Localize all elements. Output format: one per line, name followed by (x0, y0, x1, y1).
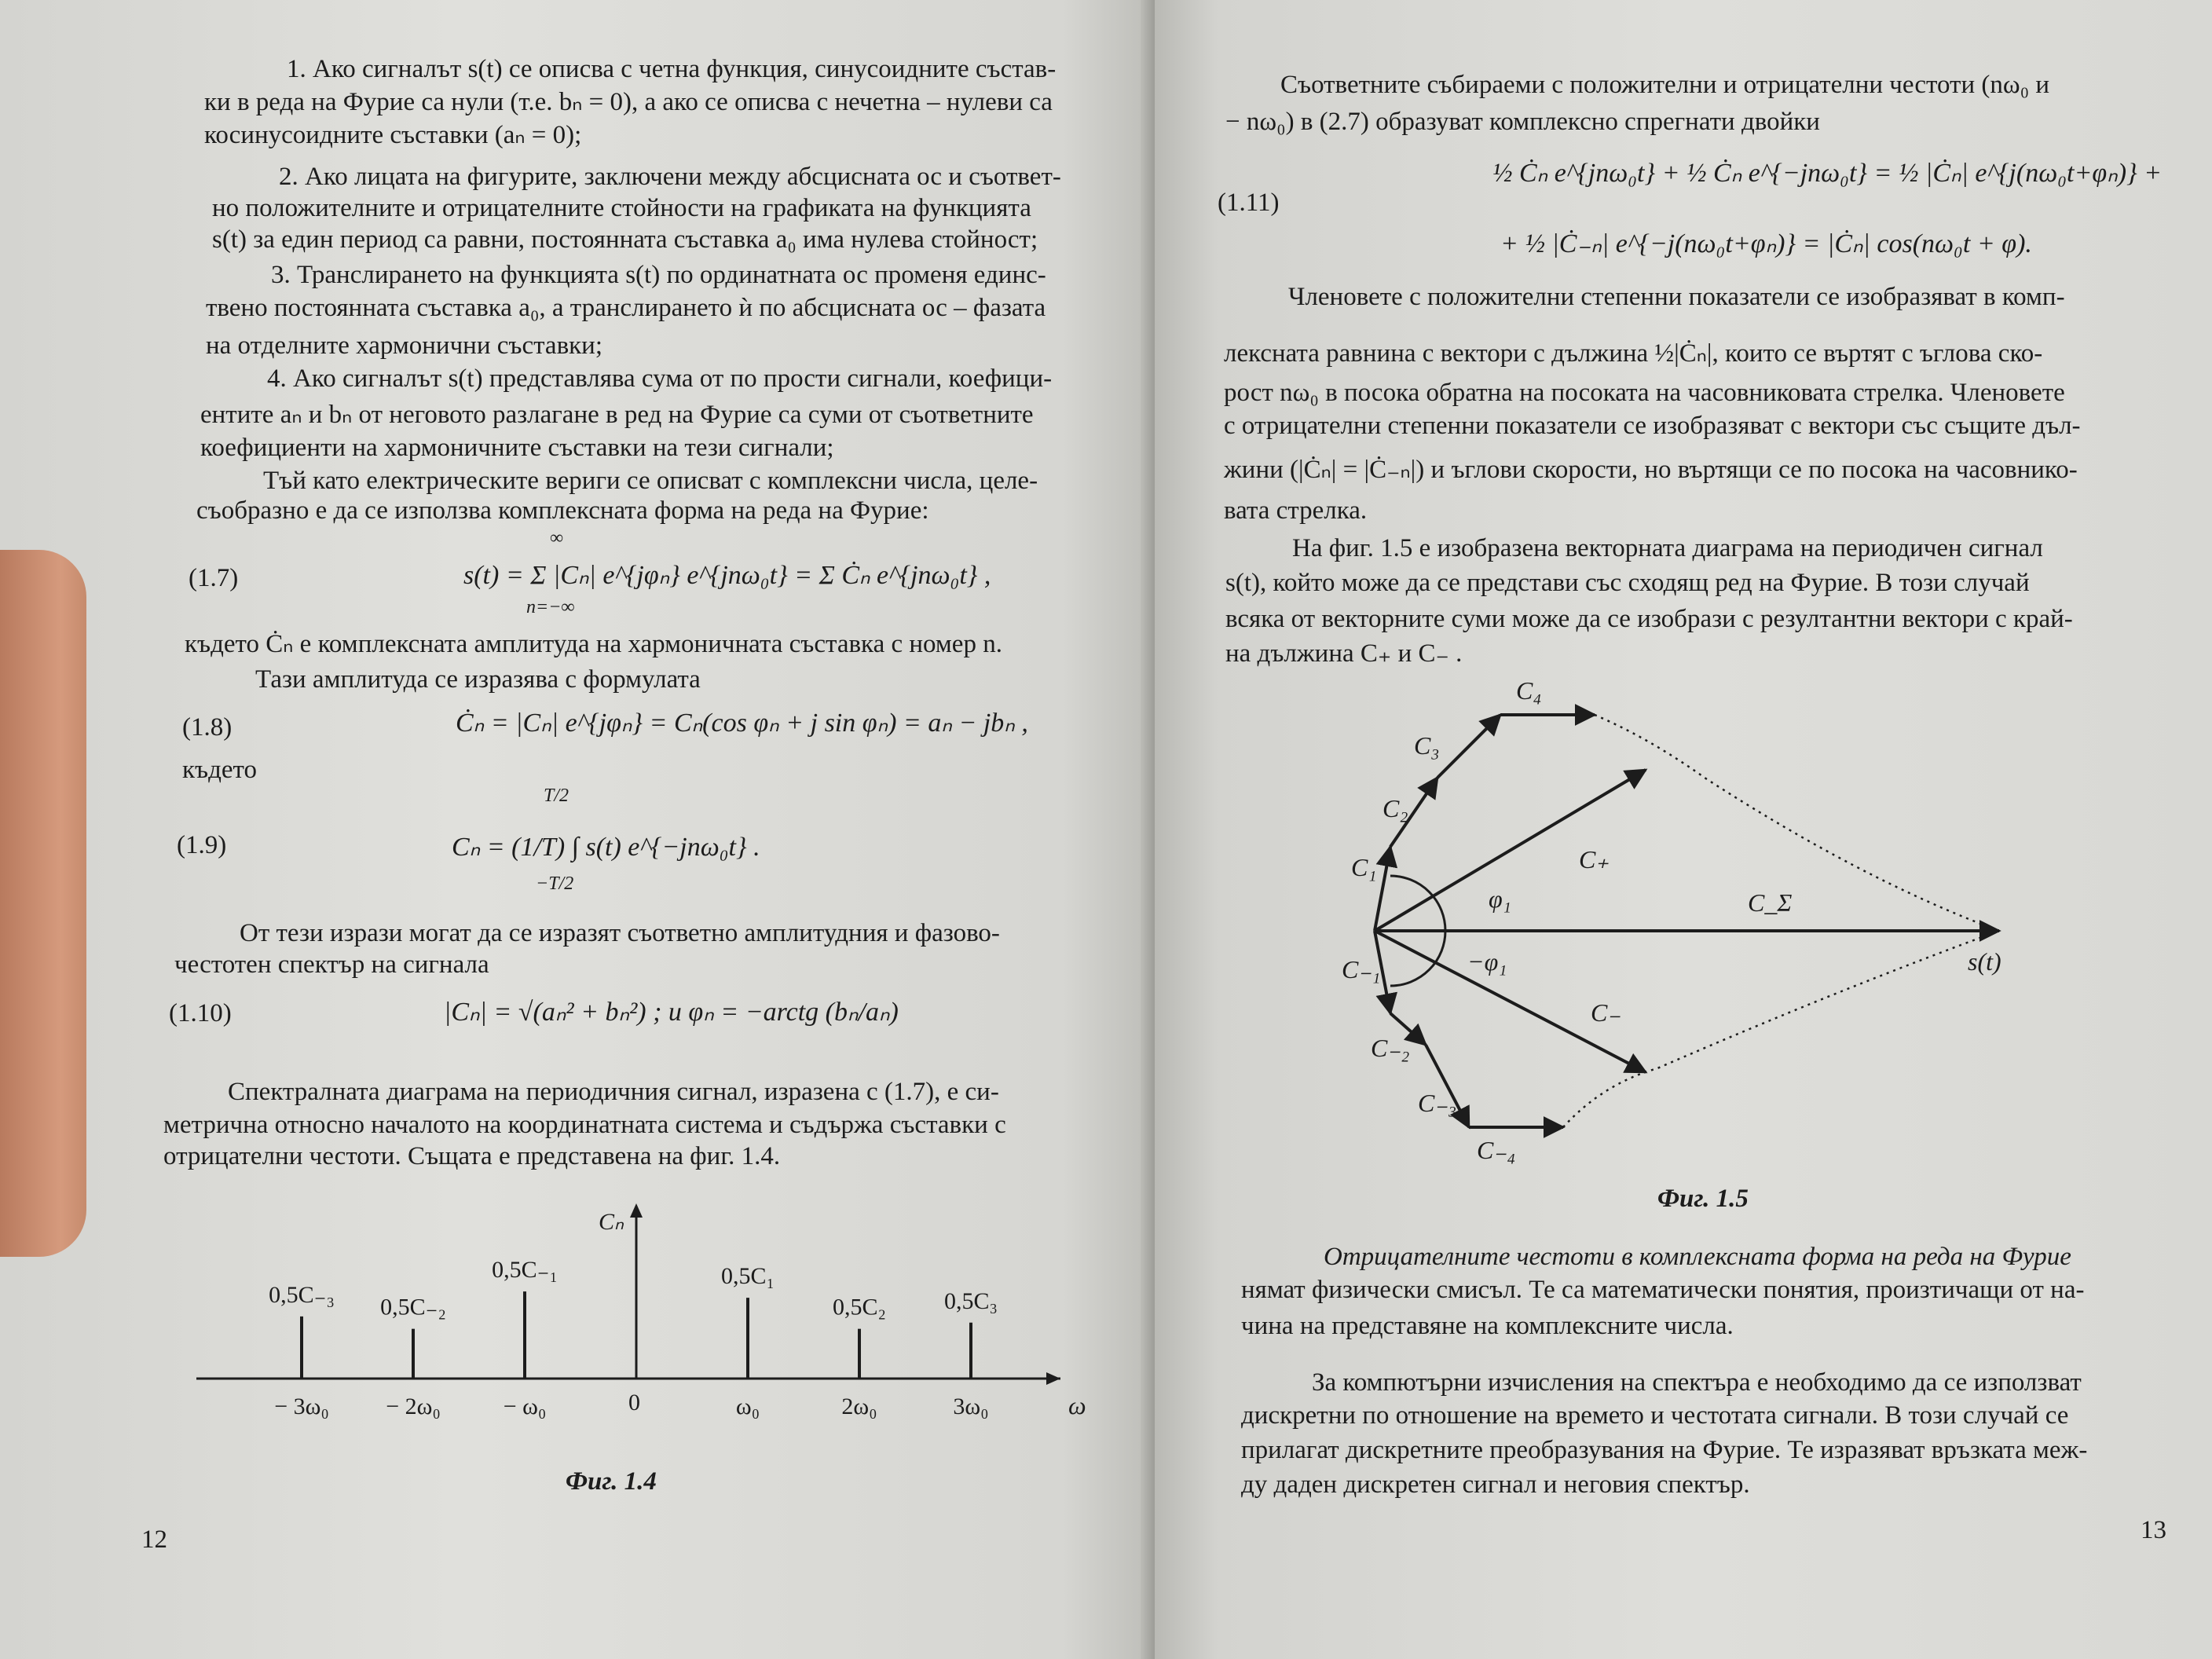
x-tick-label: 3ω₀ (953, 1393, 989, 1419)
text-line: дискретни по отношение на времето и честотата сигнали. В този случай се (1241, 1401, 2069, 1430)
equation-1-7: s(t) = Σ |Cₙ| e^{jφₙ} e^{jnω₀t} = Σ Ċₙ e^{jnω₀t} , (463, 561, 991, 590)
label-c-minus-1: C₋₁ (1342, 955, 1381, 983)
x-axis-arrow (1046, 1372, 1060, 1385)
locus-upper (1595, 715, 1999, 931)
origin-label: 0 (628, 1390, 640, 1415)
figure-1-5-vector-diagram (1342, 676, 2137, 1164)
bar-data-label: 0,5C₁ (721, 1263, 775, 1290)
equation-1-9: Cₙ = (1/T) ∫ s(t) e^{−jnω₀t} . (452, 833, 760, 862)
label-c1: C₁ (1351, 853, 1377, 881)
right-page (1155, 0, 2212, 1659)
text-line: твено постоянната съставка a₀, а транслирането ѝ по абсцисната ос – фазата (206, 294, 1046, 322)
text-line: 2. Ако лицата на фигурите, заключени между абсцисната ос и съответ- (279, 163, 1061, 191)
text-line: лексната равнина с вектори с дължина ½|Ċₙ|, които се въртят с ъглова ско- (1224, 339, 2043, 368)
label-c-minus-2: C₋₂ (1371, 1034, 1410, 1062)
label-phi1: φ₁ (1489, 884, 1511, 913)
text-line: Тази амплитуда се изразява с формулата (255, 665, 701, 694)
text-line: Членовете с положителни степенни показатели се изобразяват в комп- (1288, 283, 2065, 311)
x-tick-label: − 3ω₀ (274, 1393, 329, 1419)
vector-c3 (1437, 715, 1500, 778)
page-number: 13 (2141, 1516, 2166, 1544)
equation-1-8: Ċₙ = |Cₙ| e^{jφₙ} = Cₙ(cos φₙ + j sin φₙ) = aₙ − jbₙ , (456, 709, 1028, 738)
equation-number: (1.11) (1218, 189, 1280, 217)
integral-limit-bottom: −T/2 (536, 873, 574, 894)
label-s-t: s(t) (1968, 947, 2001, 976)
text-line: вата стрелка. (1224, 496, 1368, 525)
text-line: на отделните хармонични съставки; (206, 331, 603, 360)
text-line: ду даден дискретен сигнал и неговия спектър. (1241, 1470, 1750, 1499)
equation-1-10: |Cₙ| = √(aₙ² + bₙ²) ; и φₙ = −arctg (bₙ/aₙ) (444, 998, 899, 1027)
vector-c1 (1375, 847, 1390, 931)
x-tick-label: − 2ω₀ (386, 1393, 441, 1419)
bar-data-label: 0,5C₋₁ (492, 1257, 558, 1284)
label-c3: C₃ (1414, 731, 1440, 760)
text-line: нямат физически смисъл. Те са математически понятия, произтичащи от на- (1241, 1276, 2085, 1304)
text-line: От тези изрази могат да се изразят съответно амплитудния и фазово- (240, 919, 1000, 947)
equation-1-11-line-b: + ½ |Ċ₋ₙ| e^{−j(nω₀t+φₙ)} = |Ċₙ| cos(nω₀t + φ). (1500, 229, 2032, 258)
y-axis-arrow (630, 1203, 643, 1218)
text-line: на дължина C₊ и C₋ . (1225, 639, 1463, 668)
label-c-sigma: C_Σ (1748, 888, 1793, 917)
equation-number: (1.10) (169, 999, 232, 1027)
label-c-minus-4: C₋₄ (1477, 1136, 1516, 1164)
equation-number: (1.9) (177, 831, 227, 859)
text-line: метрична относно началото на координатната система и съдържа съставки с (163, 1111, 1006, 1139)
text-line: − nω₀) в (2.7) образуват комплексно спрегнати двойки (1225, 108, 1820, 136)
x-tick-label: 2ω₀ (841, 1393, 877, 1419)
text-line: Съответните събираеми с положителни и отрицателни честоти (nω₀ и (1280, 71, 2049, 99)
figure-caption: Фиг. 1.5 (1657, 1185, 1749, 1213)
sum-limit-top: ∞ (550, 528, 564, 548)
text-line: съобразно е да се използва комплексната форма на реда на Фурие: (196, 496, 929, 525)
label-minus-phi1: −φ₁ (1467, 947, 1507, 976)
equation-1-11-line-a: ½ Ċₙ e^{jnω₀t} + ½ Ċₙ e^{−jnω₀t} = ½ |Ċₙ| e^{j(nω₀t+φₙ)} + (1492, 159, 2163, 188)
bar-data-label: 0,5C₋₃ (269, 1281, 335, 1308)
figure-caption: Фиг. 1.4 (566, 1467, 657, 1496)
equation-number: (1.7) (189, 564, 239, 592)
text-line: 1. Ако сигналът s(t) се описва с четна функция, синусоидните състав- (287, 55, 1057, 83)
text-line: чина на представяне на комплексните числа. (1241, 1312, 1734, 1340)
text-line: s(t) за един период са равни, постоянната съставка a₀ има нулева стойност; (212, 225, 1038, 254)
text-line: Тъй като електрическите вериги се описват с комплексни числа, целе- (263, 467, 1038, 495)
equation-number: (1.8) (182, 713, 233, 742)
y-axis-label: Cₙ (599, 1209, 624, 1235)
text-line: честотен спектър на сигнала (174, 950, 489, 979)
text-line: s(t), който може да се представи със сходящ ред на Фурие. В този случай (1225, 569, 2030, 597)
text-line: ки в реда на Фурие са нули (т.е. bₙ = 0), а ако се описва с нечетна – нулеви са (204, 88, 1053, 116)
text-line: прилагат дискретните преобразувания на Фурие. Те изразяват връзката меж- (1241, 1436, 2088, 1464)
text-line: Отрицателните честоти в комплексната форма на реда на Фурие (1324, 1243, 2071, 1271)
thumb-holding-book (0, 550, 86, 1257)
text-line: 4. Ако сигналът s(t) представлява сума от по прости сигнали, коефици- (267, 364, 1053, 393)
text-line: рост nω₀ в посока обратна на посоката на часовниковата стрелка. Членовете (1224, 379, 2065, 407)
bar-data-label: 0,5C₂ (833, 1294, 886, 1320)
text-line: 3. Транслирането на функцията s(t) по ординатната ос променя единс- (271, 261, 1046, 289)
text-line: Спектралната диаграма на периодичния сигнал, изразена с (1.7), е си- (228, 1078, 999, 1106)
page-number: 12 (141, 1525, 167, 1554)
x-axis-label: ω (1068, 1391, 1086, 1419)
text-line: косинусоидните съставки (aₙ = 0); (204, 121, 582, 149)
label-c2: C₂ (1382, 794, 1408, 822)
bar-data-label: 0,5C₋₂ (380, 1294, 446, 1320)
locus-lower (1563, 931, 1999, 1127)
x-tick-label: ω₀ (735, 1393, 760, 1419)
text-line: коефициенти на хармоничните съставки на тези сигнали; (200, 434, 834, 462)
text-line: където (182, 756, 258, 784)
bar-data-label: 0,5C₃ (944, 1287, 998, 1314)
text-line: където Ċₙ е комплексната амплитуда на хармоничната съставка с номер n. (185, 630, 1002, 658)
text-line: всяка от векторните суми може да се изобрази с резултантни вектори с край- (1225, 605, 2073, 633)
label-c-plus: C₊ (1579, 845, 1610, 873)
text-line: но положителните и отрицателните стойности на графиката на функцията (212, 194, 1031, 222)
text-line: отрицателни честоти. Същата е представена на фиг. 1.4. (163, 1142, 781, 1170)
text-line: с отрицателни степенни показатели се изобразяват с вектори със същите дъл- (1224, 412, 2081, 440)
figure-1-4-spectrum (157, 1194, 1100, 1445)
text-line: жини (|Ċₙ| = |Ċ₋ₙ|) и ъглови скорости, но въртящи се по посока на часовнико- (1224, 456, 2078, 484)
sum-limit-bottom: n=−∞ (526, 597, 575, 617)
x-tick-label: − ω₀ (503, 1393, 547, 1419)
text-line: На фиг. 1.5 е изобразена векторната диаграма на периодичен сигнал (1292, 534, 2043, 562)
text-line: За компютърни изчисления на спектъра е необходимо да се използват (1312, 1368, 2082, 1397)
integral-limit-top: T/2 (544, 786, 569, 806)
label-c-minus: C₋ (1591, 998, 1621, 1027)
text-line: ентите aₙ и bₙ от неговото разлагане в ред на Фурие са суми от съответните (200, 401, 1034, 429)
label-c4: C₄ (1516, 676, 1542, 705)
label-c-minus-3: C₋₃ (1418, 1089, 1457, 1117)
